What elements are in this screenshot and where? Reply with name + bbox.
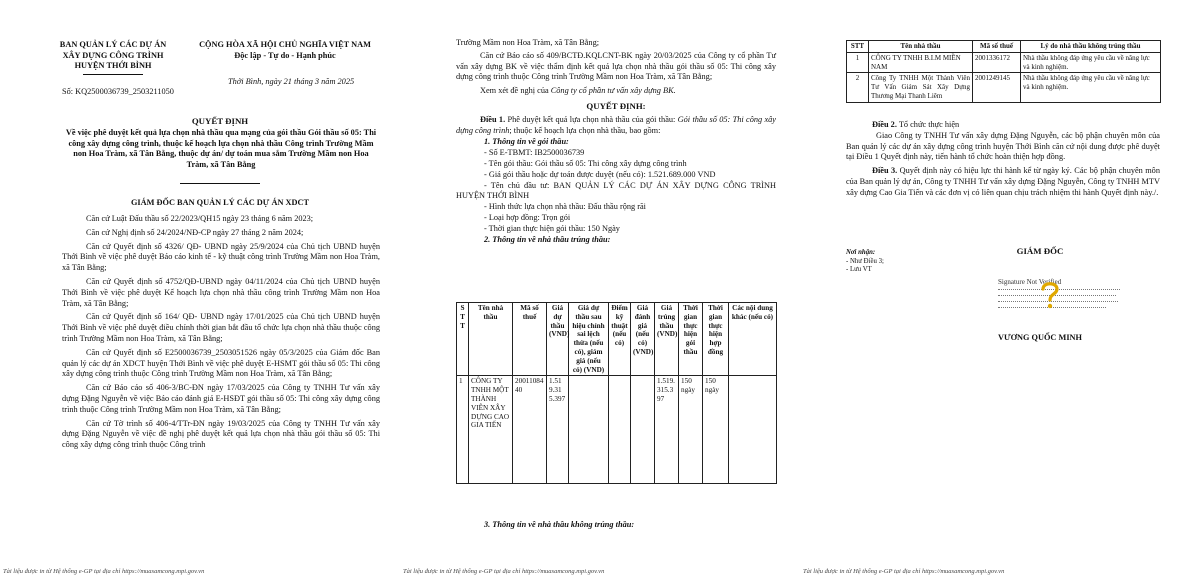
table-cell: 1 (457, 376, 469, 484)
document-page-2 (400, 0, 800, 584)
doc-title: QUYẾT ĐỊNH (191, 116, 249, 126)
consider-org: Công ty cổ phần tư vấn xây dựng BK. (550, 86, 676, 96)
page-footer: Tài liệu được in từ Hệ thống e-GP tại địa chỉ https://muasamcong.mpi.gov.vn (3, 568, 205, 575)
column-header: Giá trúng thầu (VND) (655, 303, 679, 376)
recipients-block (846, 249, 966, 275)
column-header: STT (847, 41, 869, 53)
basis-paragraph: Căn cứ Luật Đấu thầu số 22/2023/QH15 ngày 23 tháng 6 năm 2023; (86, 214, 314, 223)
article-3 (846, 166, 1160, 198)
article-3-label: Điều 3. (872, 166, 898, 176)
decision-heading: QUYẾT ĐỊNH: (586, 100, 646, 111)
date-place: Thới Bình, ngày 21 tháng 3 năm 2025 (228, 77, 355, 86)
column-header: Điểm kỹ thuật (nếu có) (609, 303, 631, 376)
package-info-item: - Tên chủ đầu tư: BAN QUẢN LÝ CÁC DỰ ÁN XÂY DỰNG CÔNG TRÌNH HUYỆN THỚI BÌNH (456, 180, 776, 201)
article-1 (456, 115, 776, 137)
column-header: Mã số thuế (973, 41, 1021, 53)
table-cell: CÔNG TY TNHH B.I.M MIỀN NAM (869, 52, 973, 73)
winning-bidder-table (456, 302, 777, 484)
table-cell: 2001249145 (973, 73, 1021, 102)
basis-paragraph: Căn cứ Quyết định số 4752/QĐ-UBND ngày 04/11/2024 của Chủ tịch UBND huyện Thới Bình về việc phê duyệt Kế hoạch lựa chọn nhà thầu công trình Trường Mầm non Hoa Tràm, xã Tân Bằng; (62, 276, 380, 308)
table-cell: Nhà thầu không đáp ứng yêu cầu về năng lực và kinh nghiệm. (1021, 73, 1161, 102)
table-header-row (847, 41, 1161, 53)
column-header: Mã số thuế (513, 303, 547, 376)
signature-question-icon (1038, 280, 1062, 310)
article-1-suffix: ; thuộc kế hoạch lựa chọn nhà thầu, bao gồm: (509, 125, 661, 135)
legal-basis (62, 214, 380, 454)
package-info-item: - Hình thức lựa chọn nhà thầu: Đấu thầu rộng rãi (484, 202, 646, 212)
article-2-label: Điều 2. (872, 120, 897, 129)
page3-body (846, 120, 1160, 199)
section-1-title: 1. Thông tin về gói thầu: (484, 137, 569, 147)
page2-body (456, 38, 776, 245)
article-3-text: Quyết định này có hiệu lực thi hành kể từ ngày ký. Các bộ phận chuyên môn của Ban quản lý dự án, Công ty TNHH Tư vấn xây dựng Đặng Nguyễn, Công ty TNHH MTV xây dựng Cao Gia Tiến và các đơn vị có liên quan chịu trách nhiệm thi hành Quyết định này./. (846, 166, 1160, 197)
column-header: Tên nhà thầu (869, 41, 973, 53)
page-footer: Tài liệu được in từ Hệ thống e-GP tại địa chỉ https://muasamcong.mpi.gov.vn (803, 568, 1005, 575)
section-3-title: 3. Thông tin về nhà thầu không trúng thầu: (484, 520, 635, 529)
column-header: Các nội dung khác (nếu có) (729, 303, 777, 376)
article-2-heading (846, 120, 1160, 131)
article-1-label: Điều 1. (480, 114, 506, 124)
recipients-title: Nơi nhận: (846, 249, 876, 256)
table-cell: 2001108440 (513, 376, 547, 484)
column-header: Tên nhà thầu (469, 303, 513, 376)
national-header (180, 40, 390, 61)
recipient-item: - Như Điều 3; (846, 257, 884, 265)
table-row (457, 376, 777, 484)
recipient-item: - Lưu VT (846, 266, 872, 273)
table-cell: Công Ty TNHH Một Thành Viên Tư Vấn Giám Sát Xây Dựng Thương Mại Thanh Liêm (869, 73, 973, 102)
package-info-list (456, 148, 776, 234)
agency-line: BAN QUẢN LÝ CÁC DỰ ÁN (59, 40, 167, 49)
agency-line: XÂY DỰNG CÔNG TRÌNH (62, 50, 164, 60)
column-header: Thời gian thực hiện hợp đồng (703, 303, 729, 376)
basis-paragraph: Căn cứ Quyết định số 164/ QĐ- UBND ngày 17/01/2025 của Chủ tịch UBND huyện Thới Bình về việc phê duyệt điều chỉnh thời gian bắt đầu tổ chức lựa chọn nhà thầu thuộc công trình Trường Mầm non Hoa Tràm, xã Tân Bằng; (62, 312, 380, 343)
column-header: S T T (457, 303, 469, 376)
signer-name: VƯƠNG QUỐC MINH (997, 333, 1083, 342)
basis-paragraph: Căn cứ Quyết định số E2500036739_2503051526 ngày 05/3/2025 của Giám đốc Ban quản lý các dự án XDCT huyện Thới Bình về việc phê duyệt E-HSMT gói thầu số 05: Thi công xây dựng công trình thuộc Công trình Trường Mầm non Hoa Tràm, xã Tân Bằng; (62, 347, 380, 379)
consider-prefix: Xem xét đề nghị của (480, 86, 551, 96)
column-header: Giá dự thầu (VND) (547, 303, 569, 376)
table-row (847, 73, 1161, 102)
agency-line: HUYỆN THỚI BÌNH (74, 61, 152, 70)
basis-paragraph: Căn cứ Tờ trình số 406-4/TTr-ĐN ngày 19/03/2025 của Công ty TNHH Tư vấn xây dựng Đặng Nguyễn về việc đề nghị phê duyệt kết quả lựa chọn nhà thầu gói thầu số 05: Thi công xây dựng công trình thuộc Công trình (62, 418, 380, 450)
nation-line-1: CỘNG HÒA XÃ HỘI CHỦ NGHĨA VIỆT NAM (199, 40, 371, 49)
signer-title: GIÁM ĐỐC (1016, 246, 1064, 256)
basis-paragraph: Căn cứ Nghị định số 24/2024/NĐ-CP ngày 27 tháng 2 năm 2024; (86, 227, 304, 237)
table-cell: 2 (847, 73, 869, 102)
page-footer: Tài liệu được in từ Hệ thống e-GP tại địa chỉ https://muasamcong.mpi.gov.vn (403, 568, 605, 575)
table-cell (729, 376, 777, 484)
nation-line-2: Độc lập - Tự do - Hạnh phúc (234, 50, 336, 60)
document-page-1 (0, 0, 400, 584)
article-2-text: Giao Công ty TNHH Tư vấn xây dựng Đặng Nguyễn, các bộ phận chuyên môn của Ban quản lý các dự án xây dựng công trình huyện Thới Bình căn cứ nội dung được phê duyệt tại Điều 1 Quyết định này, tiến hành tổ chức hoàn thiện hợp đồng. (846, 130, 1160, 162)
basis-paragraph: Căn cứ Quyết định số 4326/ QĐ- UBND ngày 25/9/2024 của Chủ tịch UBND huyện Thới Bình về việc phê duyệt Báo cáo kinh tế - kỹ thuật công trình Trường Mầm non Hoa Tràm, xã Tân Bằng; (62, 241, 380, 273)
table-cell: Nhà thầu không đáp ứng yêu cầu về năng lực và kinh nghiệm. (1021, 52, 1161, 73)
article-1-package: Gói thầu số 05: Thi công xây dựng công trình (456, 114, 776, 135)
package-info-item: - Số E-TBMT: IB2500036739 (484, 148, 585, 158)
doc-number: Số: KQ2500036739_2503211050 (62, 87, 174, 96)
table-cell (609, 376, 631, 484)
basis-paragraph: Căn cứ Báo cáo số 406-3/BC-ĐN ngày 17/03/2025 của Công ty TNHH Tư vấn xây dựng Đặng Nguyễn về việc Báo cáo đánh giá E-HSĐT gói thầu số 05: Thi công xây dựng công trình thuộc Công trình Trường Mầm non Hoa Tràm, xã Tân Bằng; (62, 383, 380, 414)
continued-text: Trường Mầm non Hoa Tràm, xã Tân Bằng; (456, 38, 600, 47)
digital-signature-stamp (998, 278, 1128, 320)
consider-paragraph (456, 86, 776, 97)
article-2-title: Tổ chức thực hiện (896, 120, 960, 129)
package-info-item: - Loại hợp đồng: Trọn gói (484, 212, 571, 222)
column-header: Giá đánh giá (nếu có) (VND) (631, 303, 655, 376)
column-header: Thời gian thực hiện gói thầu (679, 303, 703, 376)
table-cell (569, 376, 609, 484)
report-paragraph: Căn cứ Báo cáo số 409/BCTĐ.KQLCNT-BK ngày 20/03/2025 của Công ty cổ phần Tư vấn xây dựng BK về việc thẩm định kết quả lựa chọn nhà thầu gói thầu số 05: Thi công xây dựng công trình thuộc Công trình Trường Mầm non Hoa Tràm, xã Tân Bằng; (456, 50, 776, 82)
table-cell: 1.519.315.397 (547, 376, 569, 484)
losing-bidders-table (846, 40, 1161, 103)
table-cell: 1.519.315.397 (655, 376, 679, 484)
document-page-3 (800, 0, 1200, 584)
section-2-title: 2. Thông tin về nhà thầu trúng thầu: (484, 234, 611, 244)
director-heading: GIÁM ĐỐC BAN QUẢN LÝ CÁC DỰ ÁN XDCT (130, 198, 310, 207)
signature-status: Signature Not Verified (998, 278, 1062, 286)
table-cell: CÔNG TY TNHH MỘT THÀNH VIÊN XÂY DỰNG CAO GIA TIẾN (469, 376, 513, 484)
table-cell: 150 ngày (679, 376, 703, 484)
column-header: Lý do nhà thầu không trúng thầu (1021, 41, 1161, 53)
column-header: Giá dự thầu sau hiệu chỉnh sai lệch thừa (nếu có), giảm giá (nếu có) (VND) (569, 303, 609, 376)
agency-divider (83, 74, 143, 75)
package-info-item: - Giá gói thầu hoặc dự toán được duyệt (nếu có): 1.521.689.000 VND (484, 169, 716, 179)
table-cell: 150 ngày (703, 376, 729, 484)
subject-divider (180, 183, 260, 184)
agency-name (48, 40, 178, 75)
package-info-item: - Thời gian thực hiện gói thầu: 150 Ngày (484, 223, 620, 233)
doc-subject: Về việc phê duyệt kết quả lựa chọn nhà thầu qua mạng của gói thầu Gói thầu số 05: Thi công xây dựng công trình, thuộc kế hoạch lựa chọn nhà thầu Công trình Trường Mầm non Hoa Tràm, xã Tân Bằng, thuộc dự án/ dự toán mua sắm Trường Mầm non Hoa Tràm, xã Tân Bằng (65, 128, 377, 169)
table-header-row (457, 303, 777, 376)
table-cell: 1 (847, 52, 869, 73)
table-cell: 2001336172 (973, 52, 1021, 73)
article-1-text: Phê duyệt kết quả lựa chọn nhà thầu của gói thầu: (505, 114, 678, 124)
package-info-item: - Tên gói thầu: Gói thầu số 05: Thi công xây dựng công trình (484, 158, 687, 168)
table-row (847, 52, 1161, 73)
table-cell (631, 376, 655, 484)
